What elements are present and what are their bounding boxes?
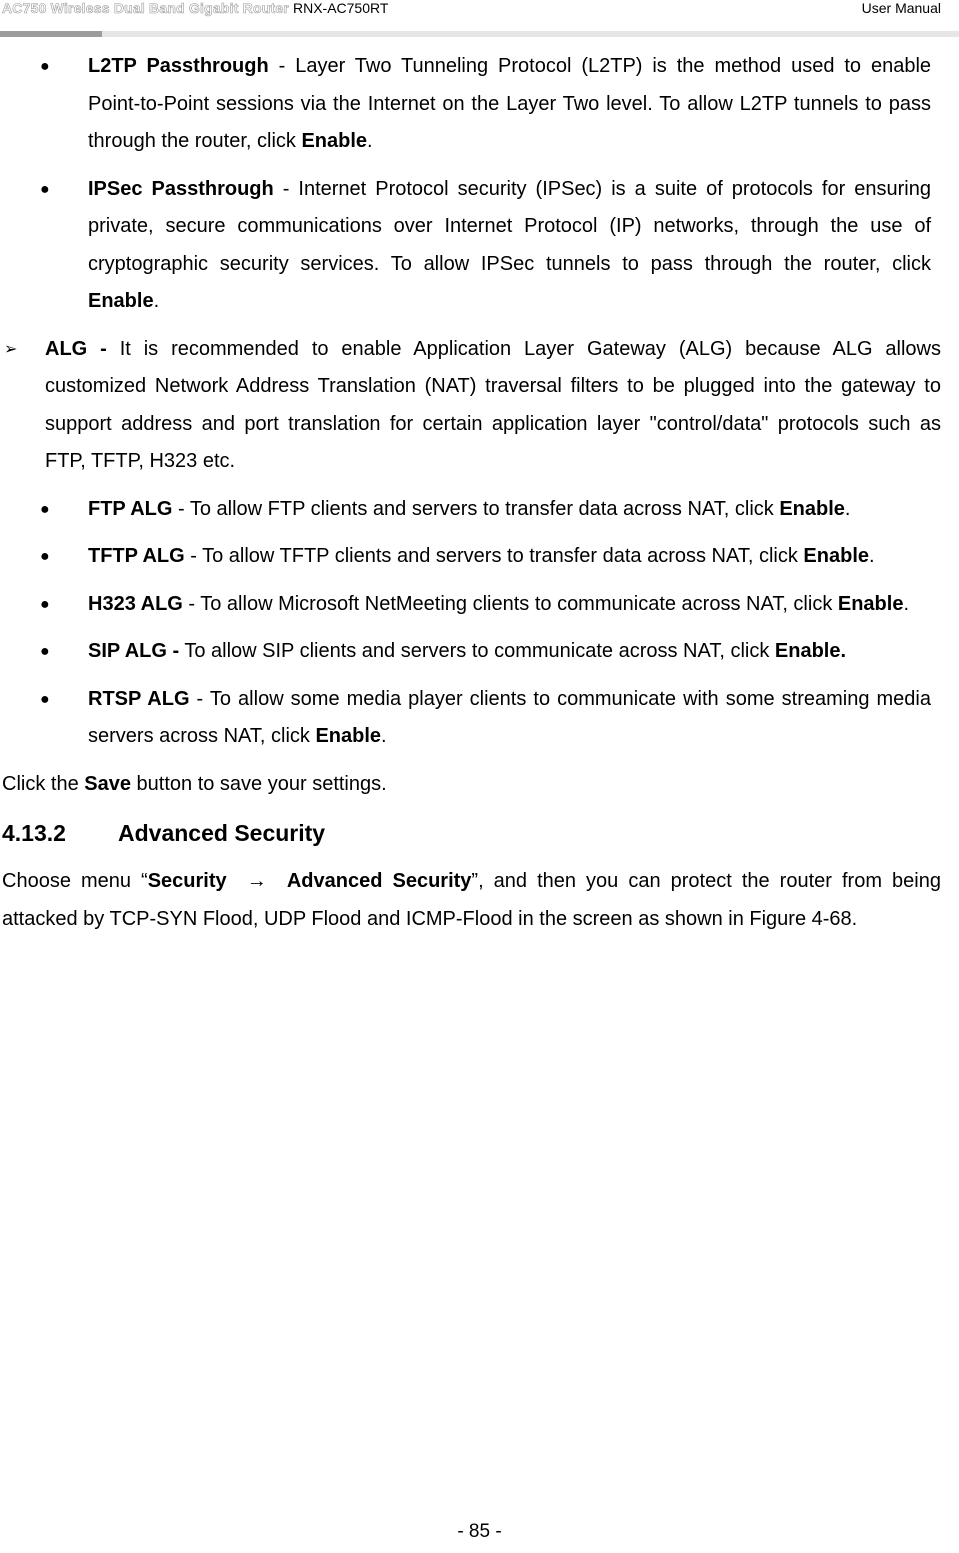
- bullet-dot-icon: ●: [40, 643, 50, 660]
- bullet-enable: Enable: [315, 725, 382, 747]
- bullet-text: To allow SIP clients and servers to communicate across NAT, click: [179, 640, 775, 662]
- alg-item: [0, 331, 959, 481]
- bullet-text: - To allow some media player clients to communicate with some streaming media servers across NAT, click: [88, 687, 931, 747]
- bullet-ftp-alg: [0, 491, 959, 529]
- bullet-enable: Enable: [301, 130, 368, 152]
- bullet-text: - To allow TFTP clients and servers to transfer data across NAT, click: [184, 545, 804, 567]
- bullet-enable: Enable: [803, 545, 869, 567]
- bullet-enable: Enable: [779, 497, 845, 520]
- bullet-term: TFTP ALG: [88, 545, 185, 567]
- bullet-term: H323 ALG: [88, 592, 183, 615]
- page-content: [0, 48, 959, 938]
- header-manual-label: User Manual: [861, 0, 941, 16]
- bullet-enable: Enable.: [774, 640, 847, 662]
- bullet-tail: .: [153, 290, 160, 312]
- bullet-text: - To allow Microsoft NetMeeting clients to communicate across NAT, click: [182, 592, 838, 615]
- intro-text-post: ”, and then you can protect the router from being attacked by TCP-SYN Flood, UDP Flood and ICMP-Flood in the screen as shown in Figure 4-68.: [2, 870, 941, 930]
- menu-arrow-icon: →: [246, 870, 267, 892]
- save-paragraph: [0, 766, 959, 804]
- alg-text: It is recommended to enable Application Layer Gateway (ALG) because ALG allows customized Network Address Translation (NAT) traversal filters to be plugged into the gateway to support address and port translation for certain application layer "control/data" protocols such as FTP, TFTP, H323 etc.: [45, 337, 941, 472]
- bullet-dot-icon: ●: [40, 180, 50, 198]
- bullet-rtsp-alg: [0, 681, 959, 756]
- bullet-tftp-alg: [0, 538, 959, 576]
- intro-text-pre: Choose menu “: [2, 870, 148, 892]
- section-title: Advanced Security: [118, 820, 326, 846]
- bullet-enable: Enable: [837, 592, 904, 615]
- header-rule-accent: [0, 31, 102, 37]
- bullet-text: - To allow FTP clients and servers to transfer data across NAT, click: [172, 497, 780, 520]
- bullet-dot-icon: ●: [40, 500, 50, 518]
- bullet-l2tp-passthrough: [0, 48, 959, 161]
- page-header: [0, 0, 959, 38]
- header-rule: [0, 31, 959, 37]
- header-model: RNX-AC750RT: [292, 0, 389, 16]
- bullet-term: RTSP ALG: [88, 687, 190, 710]
- bullet-dot-icon: ●: [40, 595, 50, 613]
- menu-security: Security: [147, 870, 227, 892]
- bullet-tail: .: [844, 497, 851, 520]
- bullet-text: - Internet Protocol security (IPSec) is a suite of protocols for ensuring private, secure communications over Internet Protocol (IP) networks, through the use of cryptographic security services. To allow IPSec tunnels to pass through the router, click: [88, 177, 931, 275]
- menu-advanced-security: Advanced Security: [286, 870, 472, 892]
- bullet-tail: .: [381, 725, 387, 747]
- bullet-ipsec-passthrough: [0, 171, 959, 321]
- intro-paragraph: [0, 863, 959, 938]
- save-text-pre: Click the: [2, 772, 85, 795]
- bullet-dot-icon: ●: [40, 58, 50, 75]
- bullet-enable: Enable: [88, 290, 154, 312]
- bullet-text: - Layer Two Tunneling Protocol (L2TP) is the method used to enable Point-to-Point sessions via the Internet on the Layer Two level. To allow L2TP tunnels to pass through the router, click: [88, 55, 932, 152]
- save-text-post: button to save your settings.: [130, 772, 387, 795]
- bullet-dot-icon: ●: [40, 690, 50, 708]
- bullet-term: IPSec Passthrough: [88, 177, 274, 200]
- bullet-term: FTP ALG: [88, 497, 173, 520]
- bullet-sip-alg: [0, 633, 959, 671]
- bullet-tail: .: [903, 592, 910, 615]
- section-number: 4.13.2: [2, 820, 66, 846]
- section-heading: [0, 813, 959, 853]
- bullet-term: L2TP Passthrough: [88, 55, 269, 77]
- header-product-name: AC750 Wireless Dual Band Gigabit Router: [2, 0, 289, 16]
- bullet-tail: .: [367, 130, 373, 152]
- save-term: Save: [84, 772, 131, 795]
- alg-term: ALG -: [45, 337, 107, 360]
- arrow-bullet-icon: ➢: [4, 340, 18, 358]
- bullet-h323-alg: [0, 586, 959, 624]
- bullet-dot-icon: ●: [40, 548, 50, 565]
- bullet-term: SIP ALG -: [88, 640, 180, 662]
- bullet-tail: .: [869, 545, 875, 567]
- header-left: [2, 0, 388, 16]
- page-number: - 85 -: [457, 1521, 502, 1542]
